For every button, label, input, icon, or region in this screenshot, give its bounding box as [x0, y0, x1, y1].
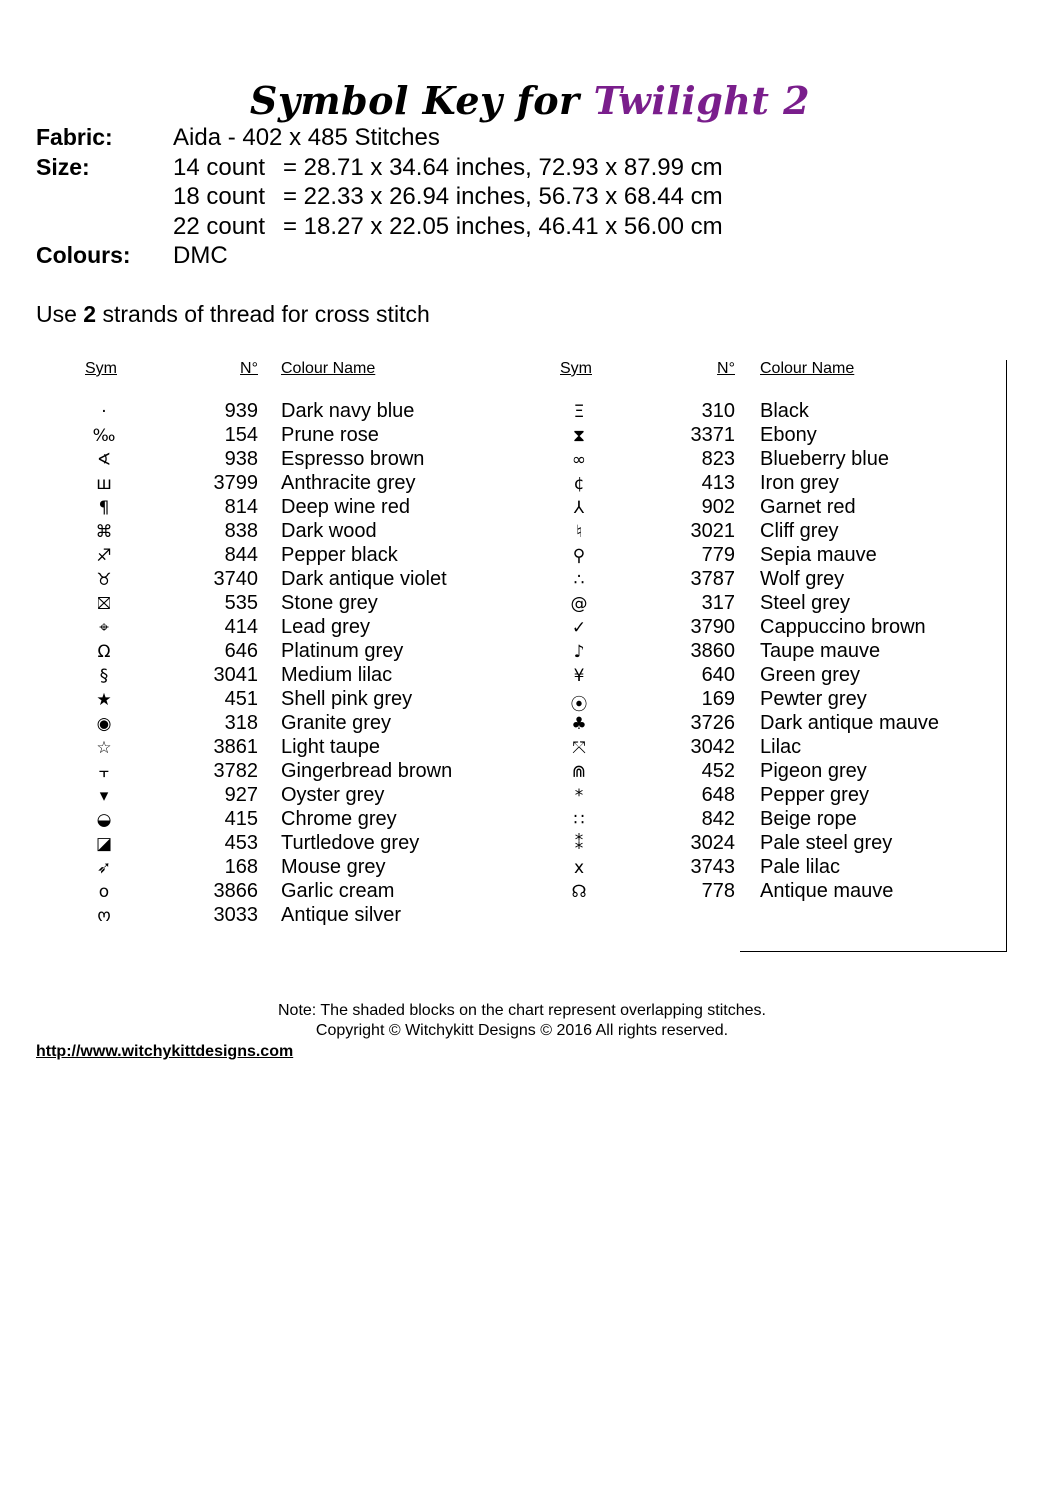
stitch-symbol-icon: ⛝ [97, 594, 111, 614]
colour-name: Cliff grey [760, 520, 839, 542]
dmc-number: 168 [224, 856, 258, 878]
key-row [80, 472, 520, 496]
colour-name: Cappuccino brown [760, 616, 926, 638]
key-row [80, 856, 520, 880]
dmc-number: 318 [224, 712, 258, 734]
colours-value: DMC [173, 242, 228, 269]
stitch-symbol-icon: ⁑ [574, 834, 584, 854]
colour-name: Ebony [760, 424, 817, 446]
stitch-symbol-icon: ⅄ [573, 498, 585, 518]
colour-name: Gingerbread brown [281, 760, 453, 782]
colour-name: Pale steel grey [760, 832, 893, 854]
dmc-number: 939 [224, 400, 258, 422]
key-row [80, 904, 520, 928]
page-title [0, 78, 1060, 123]
key-row [80, 496, 520, 520]
stitch-symbol-icon: ⫟ [98, 762, 110, 782]
key-row [80, 400, 520, 424]
colour-name: Espresso brown [281, 448, 425, 470]
stitch-symbol-icon: ო [97, 906, 111, 926]
strands-instruction [36, 301, 430, 328]
key-row [555, 496, 1010, 520]
stitch-symbol-icon: ¥ [573, 666, 585, 686]
colour-name: Dark antique violet [281, 568, 447, 590]
stitch-symbol-icon: ш [96, 474, 112, 494]
key-row [555, 400, 1010, 424]
stitch-symbol-icon: ♉ [96, 570, 112, 590]
colour-name: Green grey [760, 664, 861, 686]
colour-name: Steel grey [760, 592, 851, 614]
key-row [80, 424, 520, 448]
dmc-number: 3799 [213, 472, 258, 494]
strands-after: strands of thread for cross stitch [102, 301, 430, 327]
title-prefix: Symbol Key for [249, 78, 580, 123]
stitch-symbol-icon: Ω [97, 642, 111, 662]
key-row [555, 640, 1010, 664]
stitch-symbol-icon: ¢ [573, 474, 585, 494]
key-row [80, 544, 520, 568]
fabric-row [36, 124, 756, 154]
dmc-number: 3782 [213, 760, 258, 782]
symbol-key-left-column [80, 358, 520, 958]
copyright-notice: Copyright © Witchykitt Designs © 2016 All rights reserved. [315, 1022, 729, 1039]
dmc-number: 3024 [690, 832, 735, 854]
colour-name: Dark wood [281, 520, 377, 542]
table-border-bottom [740, 951, 1007, 952]
key-row [555, 880, 1010, 904]
dmc-number: 927 [224, 784, 258, 806]
dmc-number: 154 [224, 424, 258, 446]
stitch-symbol-icon: ♮ [575, 522, 583, 542]
colours-label: Colours: [36, 242, 131, 268]
key-row [555, 664, 1010, 688]
colour-name: Oyster grey [281, 784, 385, 806]
key-row [80, 592, 520, 616]
key-row [555, 832, 1010, 856]
stitch-symbol-icon: ⌖ [99, 618, 109, 638]
dmc-number: 3726 [690, 712, 735, 734]
stitch-symbol-icon: ∞ [571, 450, 587, 470]
dmc-number: 842 [701, 808, 735, 830]
colour-name: Stone grey [281, 592, 378, 614]
stitch-symbol-icon: ◪ [95, 834, 113, 854]
dmc-number: 640 [701, 664, 735, 686]
colour-name: Deep wine red [281, 496, 410, 518]
dmc-number: 3041 [213, 664, 258, 686]
stitch-symbol-icon: ⧗ [573, 426, 585, 446]
symbol-key-right-column [555, 358, 1010, 958]
header-sym: Sym [85, 360, 117, 377]
stitch-symbol-icon: ¶ [98, 498, 110, 518]
key-row [80, 784, 520, 808]
size-value: = 22.33 x 26.94 inches, 56.73 x 68.44 cm [283, 183, 723, 210]
dmc-number: 648 [701, 784, 735, 806]
colour-name: Antique silver [281, 904, 402, 926]
dmc-number: 3033 [213, 904, 258, 926]
stitch-symbol-icon: ⋒ [571, 762, 587, 782]
key-row [555, 856, 1010, 880]
size-count: 22 count [173, 212, 266, 240]
key-row [80, 832, 520, 856]
dmc-number: 453 [224, 832, 258, 854]
title-pattern-name: Twilight 2 [593, 78, 811, 123]
stitch-symbol-icon: ‰ [92, 426, 116, 446]
colour-name: Pepper grey [760, 784, 869, 806]
stitch-symbol-icon: o [98, 882, 110, 902]
key-row [80, 688, 520, 712]
colour-name: Anthracite grey [281, 472, 416, 494]
stitch-symbol-icon: ☆ [96, 738, 112, 758]
key-row [555, 568, 1010, 592]
colour-name: Beige rope [760, 808, 857, 830]
dmc-number: 3740 [213, 568, 258, 590]
stitch-symbol-icon: § [99, 666, 109, 686]
colour-name: Mouse grey [281, 856, 386, 878]
dmc-number: 310 [701, 400, 735, 422]
key-row [555, 592, 1010, 616]
key-row [555, 688, 1010, 715]
dmc-number: 3860 [690, 640, 735, 662]
colour-name: Iron grey [760, 472, 839, 494]
stitch-symbol-icon: Ξ [573, 402, 585, 422]
dmc-number: 414 [224, 616, 258, 638]
colour-name: Blueberry blue [760, 448, 889, 470]
colour-name: Shell pink grey [281, 688, 413, 710]
stitch-symbol-icon: ♐ [96, 546, 112, 566]
key-row [80, 760, 520, 784]
key-row [80, 712, 520, 736]
stitch-symbol-icon: ∷ [573, 810, 585, 830]
stitch-symbol-icon: ▾ [99, 786, 109, 806]
key-row [80, 616, 520, 640]
key-row [555, 544, 1010, 568]
stitch-symbol-icon: ⌘ [95, 522, 113, 542]
colours-row [36, 242, 756, 272]
stitch-symbol-icon: ∢ [96, 450, 112, 470]
key-row [555, 760, 1010, 784]
dmc-number: 317 [701, 592, 735, 614]
colour-name: Sepia mauve [760, 544, 877, 566]
fabric-value: Aida - 402 x 485 Stitches [173, 124, 440, 151]
key-row [555, 736, 1010, 760]
key-row [80, 520, 520, 544]
colour-name: Dark navy blue [281, 400, 415, 422]
stitch-symbol-icon: ☊ [571, 882, 587, 902]
key-row [80, 448, 520, 472]
colour-name: Pale lilac [760, 856, 841, 878]
dmc-number: 844 [224, 544, 258, 566]
dmc-number: 535 [224, 592, 258, 614]
key-row [80, 808, 520, 832]
colour-name: Turtledove grey [281, 832, 420, 854]
header-number: N° [240, 360, 258, 377]
website-link[interactable]: http://www.witchykittdesigns.com [36, 1043, 294, 1060]
colour-name: Wolf grey [760, 568, 845, 590]
stitch-symbol-icon: ✓ [571, 618, 587, 638]
dmc-number: 938 [224, 448, 258, 470]
stitch-symbol-icon: ♣ [571, 714, 587, 734]
dmc-number: 3042 [690, 736, 735, 758]
dmc-number: 3790 [690, 616, 735, 638]
dmc-number: 3743 [690, 856, 735, 878]
colour-name: Pewter grey [760, 688, 867, 710]
fabric-label: Fabric: [36, 124, 113, 150]
header-sym: Sym [560, 360, 592, 377]
key-row [555, 520, 1010, 544]
dmc-number: 169 [701, 688, 735, 710]
dmc-number: 413 [701, 472, 735, 494]
stitch-symbol-icon: · [101, 402, 107, 422]
colour-name: Light taupe [281, 736, 380, 758]
dmc-number: 646 [224, 640, 258, 662]
colour-name: Granite grey [281, 712, 392, 734]
stitch-symbol-icon: ★ [96, 690, 112, 710]
key-row [80, 736, 520, 760]
dmc-number: 814 [224, 496, 258, 518]
key-row [80, 568, 520, 592]
dmc-number: 3787 [690, 568, 735, 590]
stitch-symbol-icon: x [573, 858, 585, 878]
colour-name: Pigeon grey [760, 760, 867, 782]
key-row [555, 472, 1010, 496]
key-rows [555, 400, 1010, 904]
size-value: = 18.27 x 22.05 inches, 46.41 x 56.00 cm [283, 212, 723, 240]
overlap-note: Note: The shaded blocks on the chart represent overlapping stitches. [278, 1002, 766, 1019]
colour-name: Dark antique mauve [760, 712, 939, 734]
header-colour-name: Colour Name [281, 360, 376, 377]
stitch-symbol-icon: ♪ [573, 642, 585, 662]
dmc-number: 779 [701, 544, 735, 566]
key-row [80, 640, 520, 664]
key-row [80, 880, 520, 904]
size-count: 14 count [173, 153, 266, 181]
dmc-number: 823 [701, 448, 735, 470]
stitch-symbol-icon: ⚲ [572, 546, 586, 566]
stitch-symbol-icon: ∴ [573, 570, 585, 590]
size-label: Size: [36, 153, 90, 180]
dmc-number: 452 [701, 760, 735, 782]
key-row [555, 808, 1010, 832]
key-row [555, 424, 1010, 448]
colour-name: Chrome grey [281, 808, 397, 830]
dmc-number: 838 [224, 520, 258, 542]
stitch-symbol-icon: ⤧ [572, 738, 586, 758]
key-row [80, 664, 520, 688]
dmc-number: 3861 [213, 736, 258, 758]
stitch-symbol-icon: ➶ [96, 858, 112, 878]
stitch-symbol-icon: ◉ [96, 714, 112, 734]
header-colour-name: Colour Name [760, 360, 855, 377]
key-row [555, 784, 1010, 808]
size-value: = 28.71 x 34.64 inches, 72.93 x 87.99 cm [283, 153, 723, 181]
dmc-number: 415 [224, 808, 258, 830]
colour-name: Platinum grey [281, 640, 404, 662]
dmc-number: 3021 [690, 520, 735, 542]
colour-name: Taupe mauve [760, 640, 881, 662]
stitch-symbol-icon: * [574, 786, 584, 806]
dmc-number: 3866 [213, 880, 258, 902]
pattern-info [36, 124, 756, 272]
stitch-symbol-icon: ◒ [96, 810, 112, 830]
stitch-symbol-icon: ⦿ [570, 695, 588, 715]
key-row [555, 616, 1010, 640]
dmc-number: 902 [701, 496, 735, 518]
colour-name: Garlic cream [281, 880, 395, 902]
strands-number: 2 [83, 301, 97, 327]
colour-name: Prune rose [281, 424, 379, 446]
dmc-number: 451 [224, 688, 258, 710]
colour-name: Lilac [760, 736, 802, 758]
colour-name: Medium lilac [281, 664, 393, 686]
header-number: N° [717, 360, 735, 377]
colour-name: Garnet red [760, 496, 856, 518]
colour-name: Black [760, 400, 809, 422]
key-row [555, 448, 1010, 472]
dmc-number: 778 [701, 880, 735, 902]
stitch-symbol-icon: @ [570, 594, 588, 614]
table-border-right [1006, 360, 1007, 952]
dmc-number: 3371 [690, 424, 735, 446]
strands-before: Use [36, 301, 77, 327]
colour-name: Antique mauve [760, 880, 894, 902]
key-row [555, 712, 1010, 736]
size-row [36, 154, 756, 184]
size-row [36, 183, 756, 213]
size-row [36, 213, 756, 243]
colour-name: Pepper black [281, 544, 398, 566]
colour-name: Lead grey [281, 616, 370, 638]
key-rows [80, 400, 520, 928]
size-count: 18 count [173, 183, 266, 210]
